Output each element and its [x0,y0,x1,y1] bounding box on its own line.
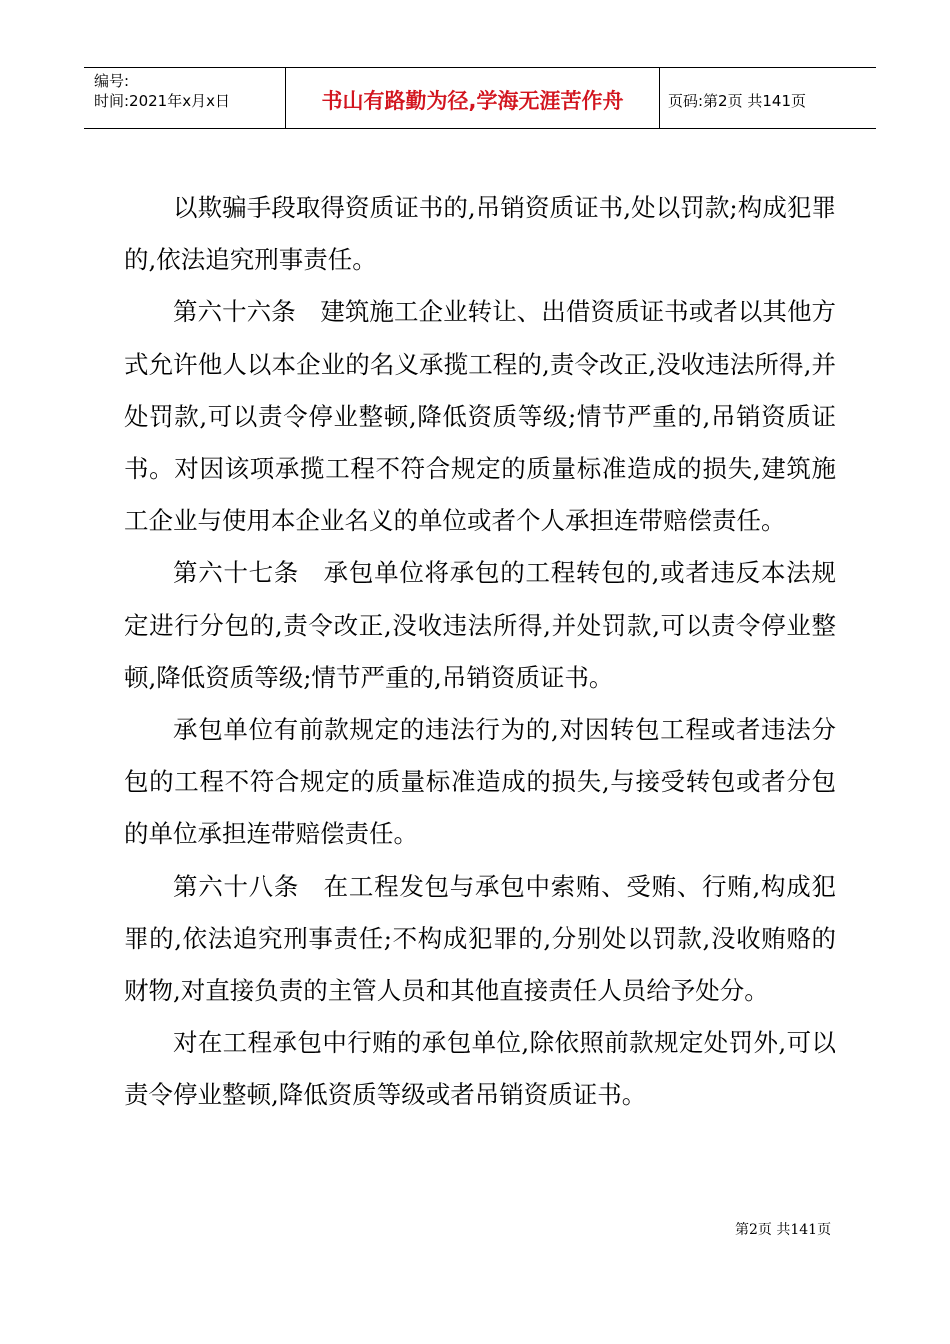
paragraph-text: 承包单位将承包的工程转包的,或者违反本法规定进行分包的,责令改正,没收违法所得,并处罚款,可以责令停业整顿,降低资质等级;情节严重的,吊销资质证书。 [124,558,836,692]
paragraph-text: 以欺骗手段取得资质证书的,吊销资质证书,处以罚款;构成犯罪的,依法追究刑事责任。 [124,193,836,275]
paragraph-text: 建筑施工企业转让、出借资质证书或者以其他方式允许他人以本企业的名义承揽工程的,责令改正,没收违法所得,并处罚款,可以责令停业整顿,降低资质等级;情节严重的,吊销资质证书。对因该项承揽工程不符合规定的质量标准造成的损失,建筑施工企业与使用本企业名义的单位或者个人承担连带赔偿责任。 [124,297,837,536]
article-number: 第六十八条 [173,871,300,901]
article-number: 第六十七条 [173,558,300,588]
header-meta [84,68,286,128]
header-page-info: 页码:第2页 共141页 [668,91,806,110]
document-number-label: 编号: [94,72,130,90]
paragraph [124,704,836,861]
paragraph [124,182,836,286]
paragraph [124,1017,836,1121]
page-header [84,67,876,129]
page-footer: 第2页 共141页 [735,1222,832,1238]
paragraph-article-68 [124,861,836,1018]
paragraph-article-66 [124,286,836,547]
paragraph-text: 承包单位有前款规定的违法行为的,对因转包工程或者违法分包的工程不符合规定的质量标准造成的损失,与接受转包或者分包的单位承担连带赔偿责任。 [124,715,836,849]
document-body [124,182,836,1122]
header-motto: 书山有路勤为径,学海无涯苦作舟 [286,68,660,128]
document-date: 时间:2021年x月x日 [94,92,230,110]
article-number: 第六十六条 [173,297,296,327]
paragraph-article-67 [124,547,836,704]
paragraph-text: 在工程发包与承包中索贿、受贿、行贿,构成犯罪的,依法追究刑事责任;不构成犯罪的,分别处以罚款,没收贿赂的财物,对直接负责的主管人员和其他直接责任人员给予处分。 [124,871,836,1006]
paragraph-text: 对在工程承包中行贿的承包单位,除依照前款规定处罚外,可以责令停业整顿,降低资质等级或者吊销资质证书。 [124,1028,836,1110]
